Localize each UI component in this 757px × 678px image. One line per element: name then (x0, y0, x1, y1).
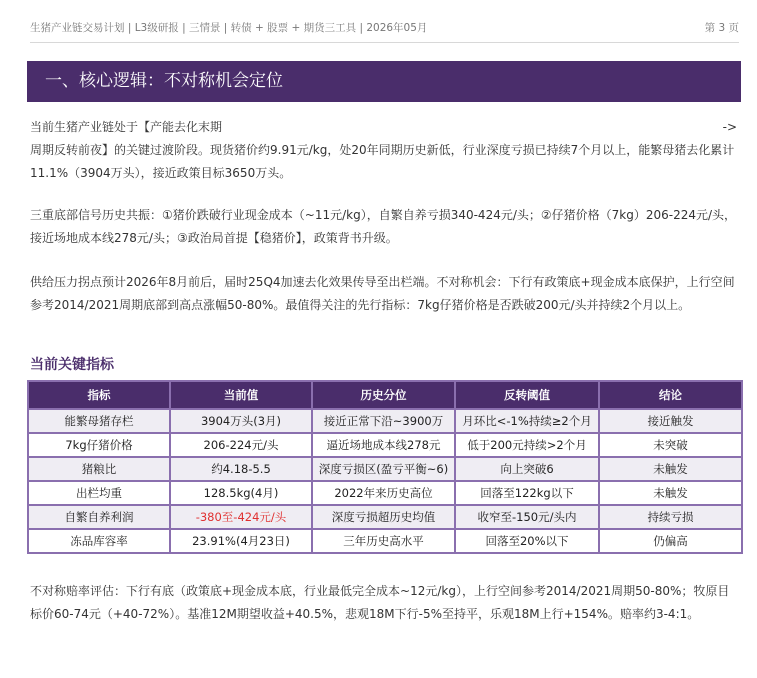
table-row (28, 457, 742, 481)
table-cell: 三年历史高水平 (312, 529, 455, 553)
column-header: 当前值 (170, 381, 312, 409)
table-cell: 持续亏损 (599, 505, 742, 529)
table-cell: 回落至122kg以下 (455, 481, 599, 505)
table-cell: 206-224元/头 (170, 433, 312, 457)
table-cell: 2022年来历史高位 (312, 481, 455, 505)
table-cell: 深度亏损区(盈亏平衡~6) (312, 457, 455, 481)
table-cell: 未触发 (599, 457, 742, 481)
table-cell: 逼近场地成本线278元 (312, 433, 455, 457)
header-divider (30, 42, 739, 43)
report-title: 生猪产业链交易计划 | L3级研报 | 三情景 | 转债 + 股票 + 期货三工具 | 2026年05月 (30, 22, 428, 34)
table-cell: 冻品库容率 (28, 529, 170, 553)
table-cell: 仍偏高 (599, 529, 742, 553)
table-cell: 7kg仔猪价格 (28, 433, 170, 457)
table-row (28, 481, 742, 505)
paragraph-odds-assessment: 不对称赔率评估：下行有底（政策底+现金成本底，行业最低完全成本~12元/kg），上行空间参考2014/2021周期50-80%；牧原目标价60-74元（+40-72%）。基准12M期望收益+40.5%，悲观18M下行-5%至持平，乐观18M上行+154%。赔率约3-4:1。 (30, 584, 730, 621)
page-header (30, 20, 739, 36)
paragraph-bottom-signals: 三重底部信号历史共振：①猪价跌破行业现金成本（~11元/kg），自繁自养亏损340-424元/头；②仔猪价格（7kg）206-224元/头，接近场地成本线278元/头；③政治局首提【稳猪价】，政策背书升级。 (30, 208, 737, 245)
section-title: 一、核心逻辑：不对称机会定位 (27, 61, 741, 102)
paragraph-text: 周期反转前夜】的关键过渡阶段。现货猪价约9.91元/kg，处20年同期历史新低，行业深度亏损已持续7个月以上，能繁母猪去化累计11.1%（3904万头），接近政策目标3650万头。 (30, 143, 735, 180)
table-cell: 23.91%(4月23日) (170, 529, 312, 553)
column-header: 指标 (28, 381, 170, 409)
table-cell: 出栏均重 (28, 481, 170, 505)
paragraph-line: 当前生猪产业链处于【产能去化末期 (30, 120, 223, 134)
indicators-title: 当前关键指标 (30, 357, 114, 373)
arrow-text: -> (722, 120, 737, 134)
table-cell: 回落至20%以下 (455, 529, 599, 553)
warning-cell: -380至-424元/头 (170, 505, 312, 529)
table-cell: 自繁自养利润 (28, 505, 170, 529)
paragraph-supply-inflection: 供给压力拐点预计2026年8月前后，届时25Q4加速去化效果传导至出栏端。不对称机会：下行有政策底+现金成本底保护，上行空间参考2014/2021周期底部到高点涨幅50-80%。最值得关注的先行指标：7kg仔猪价格是否跌破200元/头并持续2个月以上。 (30, 275, 735, 312)
table-cell: 深度亏损超历史均值 (312, 505, 455, 529)
table-cell: 向上突破6 (455, 457, 599, 481)
indicators-table (27, 380, 743, 554)
table-cell: 月环比<-1%持续≥2个月 (455, 409, 599, 433)
table-cell: 接近触发 (599, 409, 742, 433)
column-header: 历史分位 (312, 381, 455, 409)
paragraph-core-logic (30, 116, 739, 185)
table-row (28, 409, 742, 433)
table-cell: 接近正常下沿~3900万 (312, 409, 455, 433)
table-cell: 未触发 (599, 481, 742, 505)
table-cell: 能繁母猪存栏 (28, 409, 170, 433)
table-row (28, 529, 742, 553)
table-cell: 3904万头(3月) (170, 409, 312, 433)
table-cell: 未突破 (599, 433, 742, 457)
column-header: 结论 (599, 381, 742, 409)
table-cell: 低于200元持续>2个月 (455, 433, 599, 457)
table-row (28, 505, 742, 529)
column-header: 反转阈值 (455, 381, 599, 409)
table-cell: 约4.18-5.5 (170, 457, 312, 481)
table-cell: 128.5kg(4月) (170, 481, 312, 505)
table-cell: 收窄至-150元/头内 (455, 505, 599, 529)
table-header-row (28, 381, 742, 409)
page-number: 第 3 页 (704, 22, 739, 34)
table-row (28, 433, 742, 457)
table-cell: 猪粮比 (28, 457, 170, 481)
